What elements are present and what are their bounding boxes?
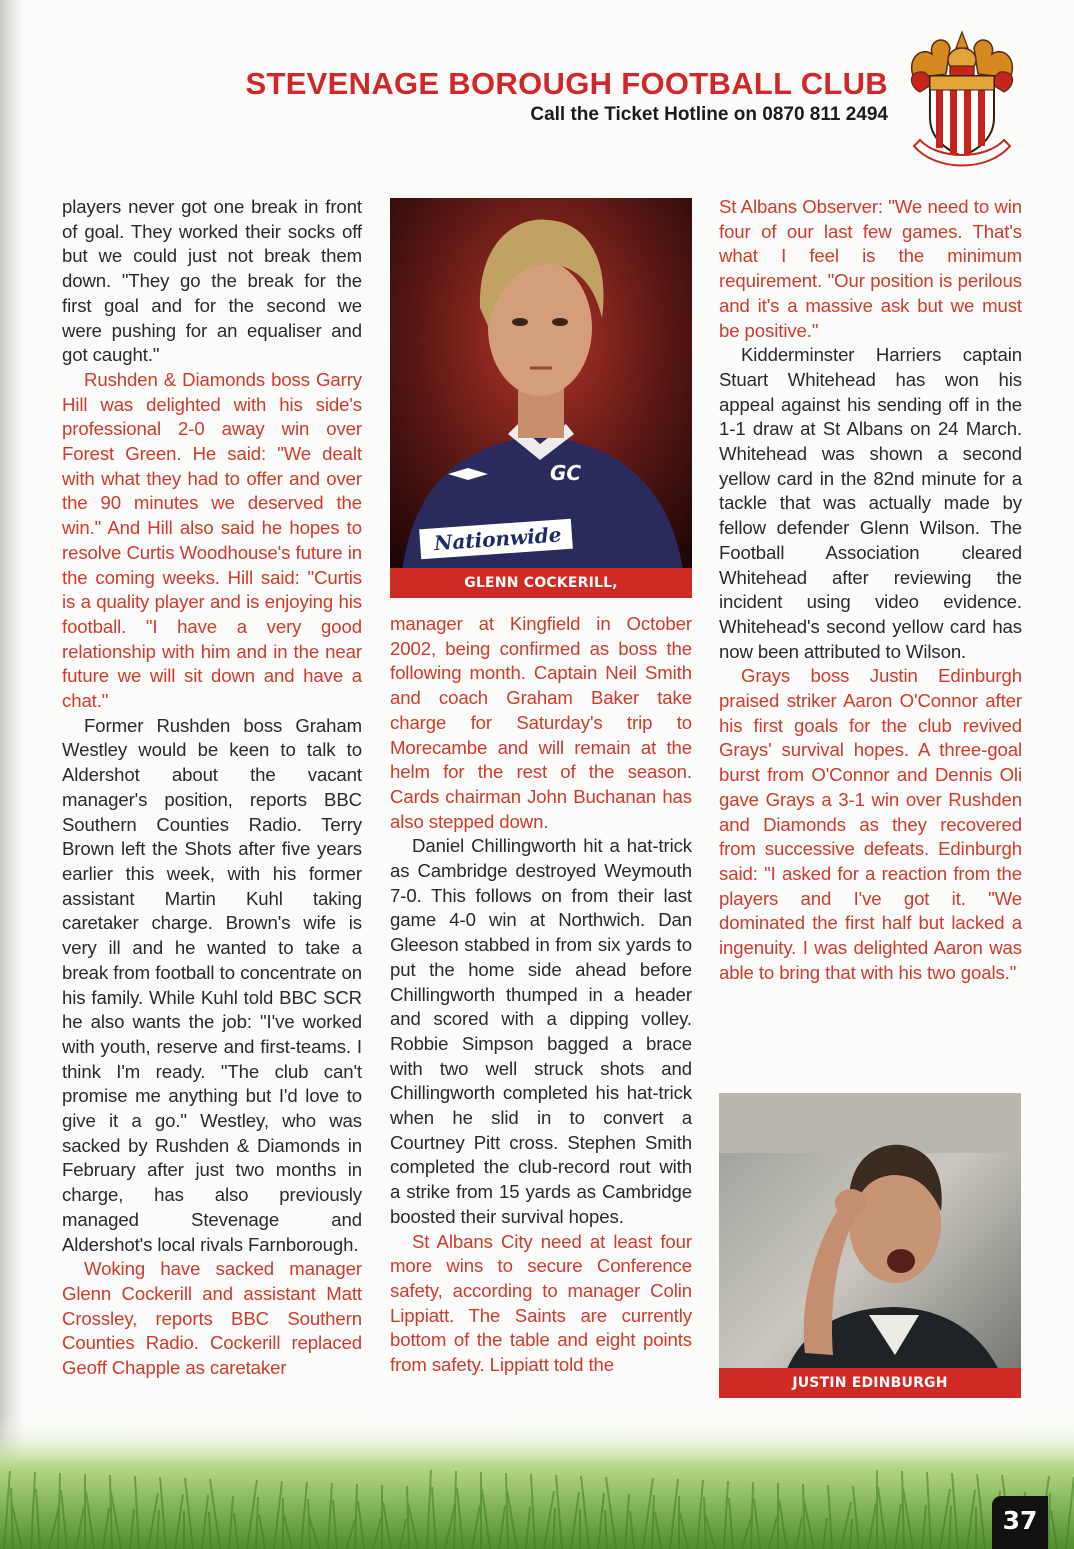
paragraph: St Albans City need at least four more wins to secure Conference safety, according to manager Colin Lippiatt. The Saints are currently bottom of the table and eight points from safety. Lippiatt told the — [390, 1230, 692, 1376]
photo-caption: JUSTIN EDINBURGH — [719, 1368, 1021, 1398]
club-title: STEVENAGE BOROUGH FOOTBALL CLUB — [245, 66, 888, 101]
page-number: 37 — [992, 1496, 1048, 1549]
paragraph: Former Rushden boss Graham Westley would be keen to talk to Aldershot about the vacant manager's position, reports BBC Southern Counties Radio. Terry Brown left the Shots after five years earlier this week, with his former assistant Martin Kuhl taking caretaker charge. Brown's wife is very ill and he wanted to take a break from football to concentrate on his family. While Kuhl told BBC SCR he also wants the job: "I've worked with youth, reserve and first-teams. I think I'm ready. "The club can't promise me anything but I'd love to give it a go." Westley, who was sacked by Rushden & Diamonds in February after just two months in charge, has also previously managed Stevenage and Aldershot's local rivals Farnborough. — [62, 714, 362, 1255]
ticket-hotline: Call the Ticket Hotline on 0870 811 2494 — [530, 104, 888, 125]
article-column-3 — [719, 195, 1022, 986]
paragraph: players never got one break in front of goal. They worked their socks off but we could just not break them down. "They go the break for the first goal and for the second we were pushing for an equaliser and got caught." — [62, 196, 362, 366]
paragraph: Kidderminster Harriers captain Stuart Whitehead has won his appeal against his sending off in the 1-1 draw at St Albans on 24 March. Whitehead was shown a second yellow card in the 82nd minute for a tackle that was actually made by fellow defender Glenn Wilson. The Football Association cleared Whitehead after reviewing the incident using video evidence. Whitehead's second yellow card has now been attributed to Wilson. — [719, 344, 1022, 662]
paragraph: manager at Kingfield in October 2002, being confirmed as boss the following month. Captain Neil Smith and coach Graham Baker take charge for Saturday's trip to Morecambe and will remain at the helm for the rest of the season. Cards chairman John Buchanan has also stepped down. — [390, 613, 692, 832]
paragraph: St Albans Observer: "We need to win four of our last few games. That's what I feel is the minimum requirement. "Our position is perilous and it's a massive ask but we must be positive." — [719, 196, 1022, 341]
paragraph: Daniel Chillingworth hit a hat-trick as Cambridge destroyed Weymouth 7-0. This follows on from their last game 4-0 win at Northwich. Dan Gleeson stabbed in from six yards to put the home side ahead before Chillingworth thumped in a header and scored with a dipping volley. Robbie Simpson bagged a brace with two well struck shots and Chillingworth completed his hat-trick when he slid in to convert a Courtney Pitt cross. Stephen Smith completed the club-record rout with a strike from 15 yards as Cambridge boosted their survival hopes. — [390, 835, 692, 1227]
crest-helm — [948, 32, 976, 76]
binding-spine-shadow — [0, 0, 22, 1549]
article-column-2 — [390, 612, 692, 1378]
paragraph: Woking have sacked manager Glenn Cockerill and assistant Matt Crossley, reports BBC Southern Counties Radio. Cockerill replaced Geoff Chapple as caretaker — [62, 1258, 362, 1379]
sponsor-logo: Nationwide — [433, 522, 563, 556]
glenn-cockerill-image — [390, 198, 692, 598]
photo-justin-edinburgh — [719, 1093, 1021, 1398]
crest-shield — [930, 76, 994, 156]
photo-glenn-cockerill — [390, 198, 692, 598]
grass-footer-decoration — [0, 1420, 1074, 1549]
article-column-1 — [62, 195, 362, 1381]
club-crest-icon — [906, 26, 1018, 172]
photo-caption: GLENN COCKERILL, — [390, 568, 692, 598]
paragraph: Rushden & Diamonds boss Garry Hill was delighted with his side's professional 2-0 away win over Forest Green. He said: "We dealt with what they had to offer and over the 90 minutes we deserved the win." And Hill also said he hopes to resolve Curtis Woodhouse's future in the coming weeks. Hill said: "Curtis is a quality player and is enjoying his football. "I have a very good relationship with him and in the near future we will sit down and have a chat." — [62, 368, 362, 712]
justin-edinburgh-image — [719, 1093, 1021, 1398]
paragraph: Grays boss Justin Edinburgh praised striker Aaron O'Connor after his first goals for the club revived Grays' survival hopes. A three-goal burst from O'Connor and Dennis Oli gave Grays a 3-1 win over Rushden and Diamonds as they recovered from successive defeats. Edinburgh said: "I asked for a reaction from the players and I've got it. "We dominated the first half but lacked a ingenuity. I was delighted Aaron was able to bring that with his two goals." — [719, 665, 1022, 983]
shirt-initials: GC — [550, 461, 582, 485]
